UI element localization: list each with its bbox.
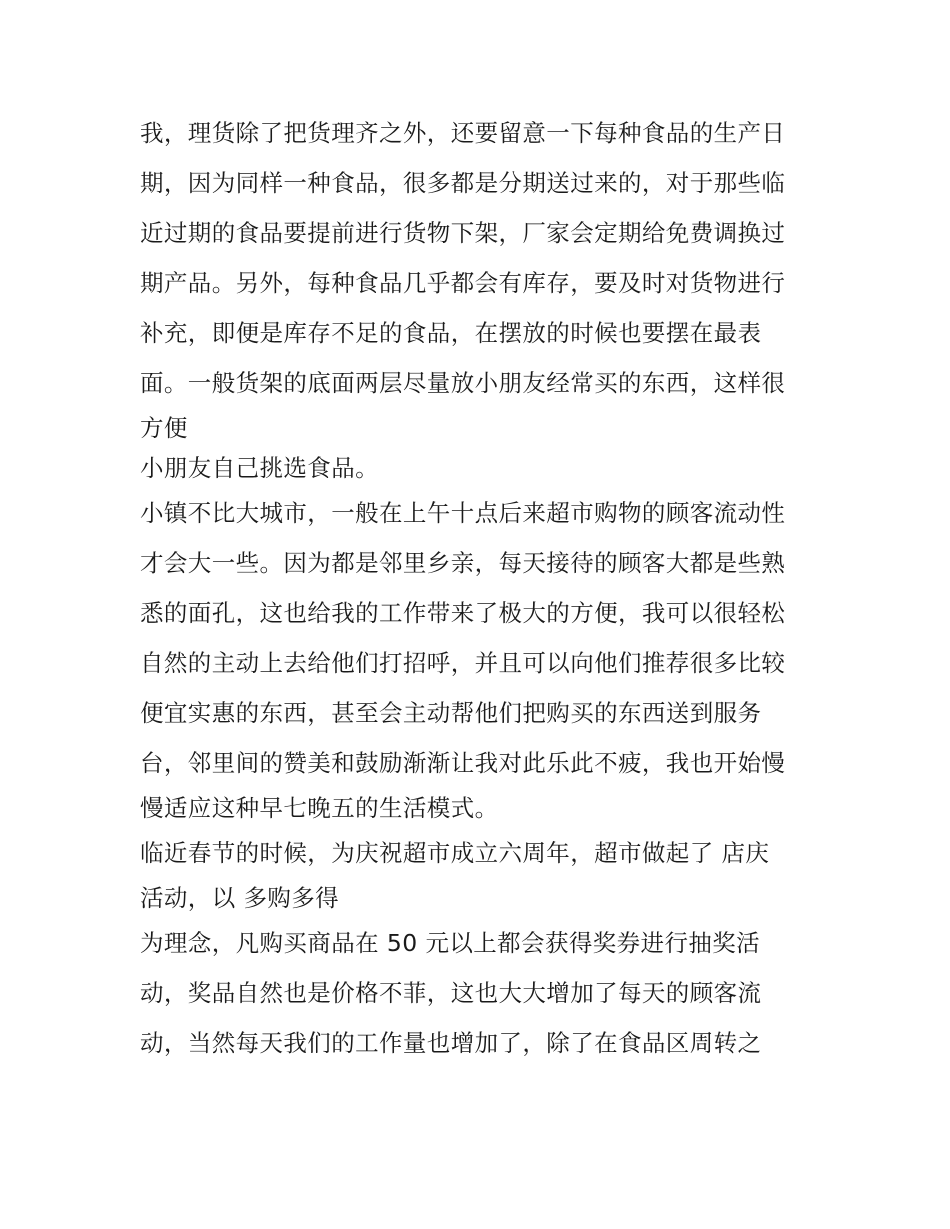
document-body [140,108,830,1068]
text-line-18: 为理念，凡购买商品在 50 元以上都会获得奖券进行抽奖活 [140,929,761,957]
text-line-17: 活动，以 多购多得 [140,884,340,912]
text-line-13: 便宜实惠的东西，甚至会主动帮他们把购买的东西送到服务 [140,699,762,727]
text-line-9: 小镇不比大城市，一般在上午十点后来超市购物的顾客流动性 [140,499,786,527]
text-line-14: 台，邻里间的赞美和鼓励渐渐让我对此乐此不疲，我也开始慢 [140,749,786,777]
text-line-15: 慢适应这种早七晚五的生活模式。 [140,794,499,822]
text-line-12: 自然的主动上去给他们打招呼，并且可以向他们推荐很多比较 [140,649,786,677]
text-line-19: 动，奖品自然也是价格不菲，这也大大增加了每天的顾客流 [140,979,762,1007]
text-line-7: 方便 [140,414,188,442]
text-line-10: 才会大一些。因为都是邻里乡亲，每天接待的顾客大都是些熟 [140,549,786,577]
text-line-6: 面。一般货架的底面两层尽量放小朋友经常买的东西，这样很 [140,369,786,397]
text-line-8: 小朋友自己挑选食品。 [140,454,379,482]
text-line-1: 我，理货除了把货理齐之外，还要留意一下每种食品的生产日 [140,119,786,147]
text-line-16: 临近春节的时候，为庆祝超市成立六周年，超市做起了 店庆 [140,839,770,867]
text-line-11: 悉的面孔，这也给我的工作带来了极大的方便，我可以很轻松 [140,599,786,627]
text-line-3: 近过期的食品要提前进行货物下架，厂家会定期给免费调换过 [140,219,786,247]
text-line-4: 期产品。另外，每种食品几乎都会有库存，要及时对货物进行 [140,269,786,297]
text-line-5: 补充，即便是库存不足的食品，在摆放的时候也要摆在最表 [140,319,762,347]
text-line-2: 期，因为同样一种食品，很多都是分期送过来的，对于那些临 [140,169,786,197]
text-line-20: 动，当然每天我们的工作量也增加了，除了在食品区周转之 [140,1029,762,1057]
